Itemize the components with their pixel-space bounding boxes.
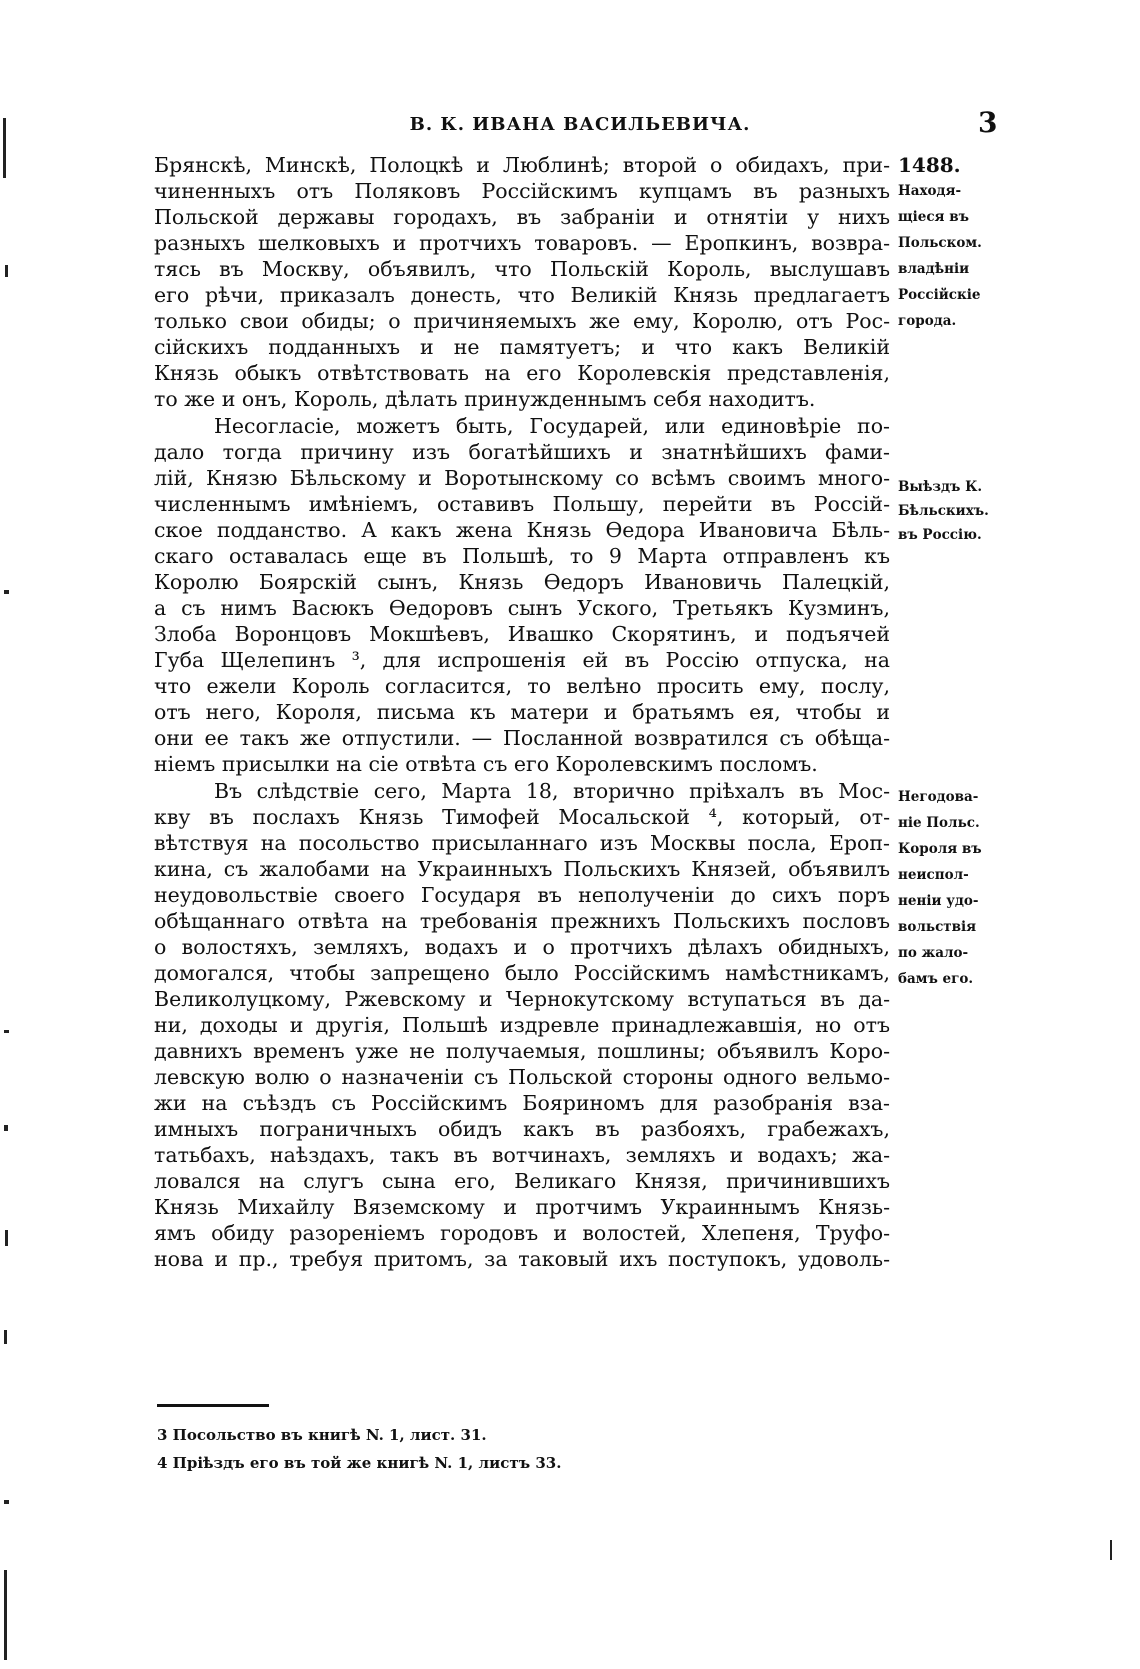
scan-edge-mark [4,1125,8,1131]
body-line: ни, доходы и другія, Польшѣ издревле принадлежавшія, но отъ [154,1013,890,1037]
margin-note-line: щіеся въ [898,209,969,225]
margin-note-line: Россійскіе [898,287,981,303]
margin-note-line: владѣніи [898,261,970,277]
body-line: неудовольствіе своего Государя въ неполученіи до сихъ поръ [154,883,890,907]
margin-note-line: Короля въ [898,841,982,857]
body-line: численнымъ имѣніемъ, оставивъ Польшу, перейти въ Россій- [154,492,890,516]
body-line: давнихъ временъ уже не получаемыя, пошлины; объявилъ Коро- [154,1039,890,1063]
body-line: сійскихъ подданныхъ и не памятуетъ; и что какъ Великій [154,335,890,359]
body-line: Князь обыкъ отвѣтствовать на его Королевскія представленія, [154,361,890,385]
page-number: 3 [978,106,998,139]
body-line: Князь Михайлу Вяземскому и протчимъ Украиннымъ Князь- [154,1195,890,1219]
body-line: нова и пр., требуя притомъ, за таковый ихъ поступокъ, удоволь- [154,1247,890,1271]
body-line: они ее такъ же отпустили. — Посланной возвратился съ обѣща- [154,726,890,750]
body-line: Губа Щелепинъ ³, для испрошенія ей въ Россію отпуска, на [154,648,890,672]
margin-note-line: бамъ его. [898,971,974,987]
paragraph-first-line: Несогласіе, можетъ быть, Государей, или единовѣріе по- [214,414,890,438]
margin-note-line: неиспол- [898,867,969,883]
body-line: лій, Князю Бѣльскому и Воротынскому со всѣмъ своимъ много- [154,466,890,490]
body-line: дало тогда причину изъ богатѣйшихъ и знатнѣйшихъ фами- [154,440,890,464]
scan-edge-mark [5,1230,8,1246]
footnote: 4 Пріѣздъ его въ той же книгѣ N. 1, листъ 33. [157,1454,562,1472]
scan-edge-mark [3,118,6,178]
scan-edge-mark [4,1330,7,1344]
body-line: жи на съѣздъ съ Россійскимъ Бояриномъ для разобранія вза- [154,1091,890,1115]
body-line: только свои обиды; о причиняемыхъ же ему, Королю, отъ Рос- [154,309,890,333]
body-line: имныхъ пограничныхъ обидъ какъ въ разбояхъ, грабежахъ, [154,1117,890,1141]
body-line: Королю Боярскій сынъ, Князь Өедоръ Ивановичь Палецкій, [154,570,890,594]
margin-note-line: по жало- [898,945,969,961]
body-line: Великолуцкому, Ржевскому и Чернокутскому вступаться въ да- [154,987,890,1011]
margin-note-line: города. [898,313,957,329]
margin-note-line: Негодова- [898,789,979,805]
body-line: кина, съ жалобами на Украинныхъ Польскихъ Князей, объявилъ [154,857,890,881]
body-line: татьбахъ, наѣздахъ, такъ въ вотчинахъ, земляхъ и водахъ; жа- [154,1143,890,1167]
body-line: то же и онъ, Король, дѣлать принужденнымъ себя находитъ. [154,387,816,411]
paragraph-first-line: Въ слѣдствіе сего, Марта 18, вторично пріѣхалъ въ Мос- [214,779,890,803]
scan-edge-mark [4,1570,7,1660]
body-line: левскую волю о назначеніи съ Польской стороны одного вельмо- [154,1065,890,1089]
margin-note-line: вольствія [898,919,977,935]
margin-note-line: Бѣльскихъ. [898,503,989,519]
margin-note-line: Польском. [898,235,982,251]
margin-year: 1488. [898,153,961,177]
margin-note-line: Выѣздъ К. [898,479,983,495]
body-line: а съ нимъ Васюкъ Өедоровъ сынъ Уского, Третьякъ Кузминъ, [154,596,890,620]
body-line: разныхъ шелковыхъ и протчихъ товаровъ. — Еропкинъ, возвра- [154,231,890,255]
body-line: ское подданство. А какъ жена Князь Өедора Ивановича Бѣль- [154,518,890,542]
scan-edge-mark [4,1030,9,1033]
scan-edge-mark [1110,1540,1112,1560]
margin-note-line: въ Россію. [898,527,982,543]
body-line: о волостяхъ, земляхъ, водахъ и о протчихъ дѣлахъ обидныхъ, [154,935,890,959]
body-line: Брянскѣ, Минскѣ, Полоцкѣ и Люблинѣ; второй о обидахъ, при- [154,153,890,177]
body-line: кву въ послахъ Князь Тимофей Мосальской ⁴, который, от- [154,805,890,829]
body-line: что ежели Король согласится, то велѣно просить ему, послу, [154,674,890,698]
body-line: чиненныхъ отъ Поляковъ Россійскимъ купцамъ въ разныхъ [154,179,890,203]
footnote: 3 Посольство въ книгѣ N. 1, лист. 31. [157,1426,487,1444]
body-line: ловался на слугъ сына его, Великаго Князя, причинившихъ [154,1169,890,1193]
body-line: вѣтствуя на посольство присыланнаго изъ Москвы посла, Ероп- [154,831,890,855]
margin-note-line: ніе Польс. [898,815,980,831]
scan-edge-mark [5,265,8,277]
body-line: его рѣчи, приказалъ донесть, что Великій Князь предлагаетъ [154,283,890,307]
body-line: отъ него, Короля, письма къ матери и братьямъ ея, чтобы и [154,700,890,724]
footnote-rule [157,1404,269,1407]
body-line: домогался, чтобы запрещено было Россійскимъ намѣстникамъ, [154,961,890,985]
body-line: обѣщаннаго отвѣта на требованія прежнихъ Польскихъ пословъ [154,909,890,933]
body-line: тясь въ Москву, объявилъ, что Польскій Король, выслушавъ [154,257,890,281]
body-line: ямъ обиду разореніемъ городовъ и волостей, Хлепеня, Труфо- [154,1221,890,1245]
running-title: В. К. ИВАНА ВАСИЛЬЕВИЧА. [409,114,751,135]
scan-edge-mark [4,1500,9,1504]
body-line: ніемъ присылки на сіе отвѣта съ его Королевскимъ посломъ. [154,752,818,776]
margin-note-line: Находя- [898,183,962,199]
scan-edge-mark [4,590,9,594]
body-line: Злоба Воронцовъ Мокшѣевъ, Ивашко Скорятинъ, и подъячей [154,622,890,646]
body-line: Польской державы городахъ, въ забраніи и отнятіи у нихъ [154,205,890,229]
margin-note-line: неніи удо- [898,893,979,909]
body-line: скаго оставалась еще въ Польшѣ, то 9 Марта отправленъ къ [154,544,890,568]
